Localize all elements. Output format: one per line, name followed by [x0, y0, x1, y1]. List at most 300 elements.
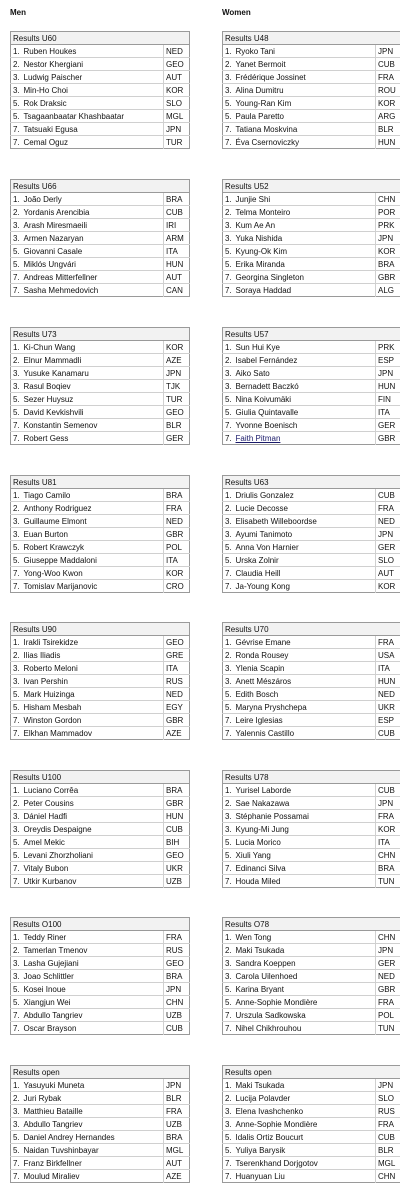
athlete-name: Ilias Iliadis: [22, 649, 164, 662]
athlete-name: Ruben Houkes: [22, 45, 164, 58]
table-title: Results U60: [11, 32, 190, 45]
country-code: GBR: [376, 432, 400, 445]
rank: 1.: [223, 489, 234, 502]
rank: 5.: [11, 849, 22, 862]
country-code: KOR: [376, 245, 400, 258]
rank: 5.: [11, 554, 22, 567]
table-row: [11, 1131, 190, 1144]
rank: 5.: [223, 97, 234, 110]
rank: 5.: [223, 1131, 234, 1144]
athlete-name: Miklós Ungvári: [22, 258, 164, 271]
table-title: Results U100: [11, 771, 190, 784]
country-code: KOR: [376, 97, 400, 110]
country-code: HUN: [376, 136, 400, 149]
athlete-name: Teddy Riner: [22, 931, 164, 944]
country-code: TUR: [164, 393, 190, 406]
rank: 3.: [11, 810, 22, 823]
table-row: [11, 1009, 190, 1022]
women-results-table: [222, 179, 400, 297]
rank: 2.: [223, 944, 234, 957]
country-code: GER: [376, 957, 400, 970]
rank: 2.: [11, 1092, 22, 1105]
rank: 7.: [11, 567, 22, 580]
rank: 7.: [11, 271, 22, 284]
country-code: GEO: [164, 58, 190, 71]
rank: 3.: [11, 970, 22, 983]
country-code: SLO: [376, 1092, 400, 1105]
country-code: JPN: [164, 983, 190, 996]
athlete-name: Utkir Kurbanov: [22, 875, 164, 888]
country-code: CUB: [376, 1131, 400, 1144]
athlete-name: Paula Paretto: [234, 110, 376, 123]
rank: 7.: [11, 714, 22, 727]
country-code: FRA: [376, 810, 400, 823]
table-row: [223, 58, 400, 71]
table-row: [223, 193, 400, 206]
table-title: Results U73: [11, 328, 190, 341]
athlete-name: Elena Ivashchenko: [234, 1105, 376, 1118]
athlete-name: Maryna Pryshchepa: [234, 701, 376, 714]
athlete-name: João Derly: [22, 193, 164, 206]
table-title: Results U81: [11, 476, 190, 489]
rank: 2.: [11, 502, 22, 515]
table-row: [11, 258, 190, 271]
table-title: Results U70: [223, 623, 400, 636]
athlete-name: Dániel Hadfi: [22, 810, 164, 823]
athlete-name: Juri Rybak: [22, 1092, 164, 1105]
country-code: UZB: [164, 875, 190, 888]
athlete-name: Ayumi Tanimoto: [234, 528, 376, 541]
rank: 3.: [11, 71, 22, 84]
men-results-table: [10, 179, 190, 297]
table-row: [11, 432, 190, 445]
country-code: RUS: [164, 675, 190, 688]
table-row: [11, 84, 190, 97]
rank: 7.: [223, 727, 234, 740]
country-code: TUN: [376, 875, 400, 888]
rank: 5.: [223, 996, 234, 1009]
table-row: [223, 983, 400, 996]
athlete-name: Levani Zhorzholiani: [22, 849, 164, 862]
table-row: [223, 675, 400, 688]
rank: 7.: [223, 1022, 234, 1035]
athlete-name: Ryoko Tani: [234, 45, 376, 58]
table-row: [11, 341, 190, 354]
country-code: FRA: [376, 502, 400, 515]
table-row: [11, 836, 190, 849]
athlete-name: Young-Ran Kim: [234, 97, 376, 110]
table-row: [223, 554, 400, 567]
athlete-name: Min-Ho Choi: [22, 84, 164, 97]
athlete-name: Cemal Oguz: [22, 136, 164, 149]
table-row: [223, 502, 400, 515]
rank: 5.: [223, 245, 234, 258]
country-code: ESP: [376, 714, 400, 727]
country-code: BRA: [164, 784, 190, 797]
table-row: [223, 944, 400, 957]
rank: 7.: [11, 284, 22, 297]
table-row: [223, 1092, 400, 1105]
country-code: RUS: [376, 1105, 400, 1118]
rank: 5.: [11, 996, 22, 1009]
country-code: SLO: [164, 97, 190, 110]
athlete-name: Maki Tsukada: [234, 1079, 376, 1092]
athlete-name: Naidan Tuvshinbayar: [22, 1144, 164, 1157]
country-code: USA: [376, 649, 400, 662]
country-code: AUT: [376, 567, 400, 580]
table-row: [11, 1170, 190, 1183]
athlete-name: Telma Monteiro: [234, 206, 376, 219]
rank: 5.: [11, 983, 22, 996]
country-code: GER: [376, 419, 400, 432]
country-code: BRA: [164, 489, 190, 502]
table-row: [223, 849, 400, 862]
athlete-name: Vitaly Bubon: [22, 862, 164, 875]
rank: 5.: [223, 836, 234, 849]
athlete-name: Lucie Decosse: [234, 502, 376, 515]
country-code: POL: [376, 1009, 400, 1022]
rank: 5.: [11, 258, 22, 271]
table-row: [11, 970, 190, 983]
athlete-name: Tatiana Moskvina: [234, 123, 376, 136]
country-code: BLR: [164, 1092, 190, 1105]
rank: 7.: [11, 432, 22, 445]
athlete-name: Winston Gordon: [22, 714, 164, 727]
country-code: KOR: [164, 84, 190, 97]
table-title: Results open: [11, 1066, 190, 1079]
athlete-name: Maki Tsukada: [234, 944, 376, 957]
rank: 3.: [223, 1105, 234, 1118]
country-code: BRA: [376, 862, 400, 875]
athlete-name: Yanet Bermoit: [234, 58, 376, 71]
table-row: [11, 123, 190, 136]
athlete-name: Abdullo Tangriev: [22, 1009, 164, 1022]
rank: 5.: [223, 554, 234, 567]
athlete-name: Urszula Sadkowska: [234, 1009, 376, 1022]
athlete-name: Kum Ae An: [234, 219, 376, 232]
athlete-name: Tatsuaki Egusa: [22, 123, 164, 136]
country-code: CHN: [164, 996, 190, 1009]
rank: 3.: [223, 528, 234, 541]
country-code: GBR: [164, 797, 190, 810]
athlete-name-link[interactable]: Faith Pitman: [234, 432, 376, 445]
athlete-name: Anne-Sophie Mondière: [234, 1118, 376, 1131]
rank: 1.: [223, 45, 234, 58]
country-code: HUN: [164, 258, 190, 271]
athlete-name: Yasuyuki Muneta: [22, 1079, 164, 1092]
table-row: [11, 688, 190, 701]
country-code: NED: [376, 515, 400, 528]
athlete-name: Yong-Woo Kwon: [22, 567, 164, 580]
rank: 1.: [11, 636, 22, 649]
rank: 3.: [11, 232, 22, 245]
athlete-name: Lucija Polavder: [234, 1092, 376, 1105]
country-code: GEO: [164, 957, 190, 970]
athlete-name: Elnur Mammadli: [22, 354, 164, 367]
table-row: [11, 675, 190, 688]
rank: 5.: [223, 849, 234, 862]
country-code: UZB: [164, 1118, 190, 1131]
women-results-table: [222, 770, 400, 888]
rank: 7.: [11, 580, 22, 593]
table-row: [11, 554, 190, 567]
country-code: GBR: [164, 714, 190, 727]
table-row: [223, 797, 400, 810]
athlete-name: Lasha Gujejiani: [22, 957, 164, 970]
rank: 1.: [11, 1079, 22, 1092]
country-code: GER: [164, 432, 190, 445]
athlete-name: Georgina Singleton: [234, 271, 376, 284]
athlete-name: Oreydis Despaigne: [22, 823, 164, 836]
rank: 3.: [11, 662, 22, 675]
rank: 1.: [223, 784, 234, 797]
athlete-name: Daniel Andrey Hernandes: [22, 1131, 164, 1144]
table-row: [223, 406, 400, 419]
country-code: AUT: [164, 1157, 190, 1170]
country-code: FRA: [376, 1118, 400, 1131]
athlete-name: Nihel Chikhrouhou: [234, 1022, 376, 1035]
country-code: UKR: [376, 701, 400, 714]
rank: 1.: [11, 784, 22, 797]
country-code: CUB: [164, 823, 190, 836]
athlete-name: Yuka Nishida: [234, 232, 376, 245]
table-row: [223, 1170, 400, 1183]
table-row: [11, 797, 190, 810]
table-row: [223, 258, 400, 271]
country-code: JPN: [164, 123, 190, 136]
rank: 7.: [223, 875, 234, 888]
rank: 3.: [223, 662, 234, 675]
country-code: KOR: [376, 823, 400, 836]
table-row: [223, 284, 400, 297]
rank: 3.: [223, 823, 234, 836]
athlete-name: Arash Miresmaeili: [22, 219, 164, 232]
table-row: [223, 662, 400, 675]
table-row: [11, 1144, 190, 1157]
rank: 7.: [223, 580, 234, 593]
table-row: [11, 810, 190, 823]
table-row: [11, 1118, 190, 1131]
table-row: [223, 528, 400, 541]
country-code: BRA: [164, 1131, 190, 1144]
country-code: POR: [376, 206, 400, 219]
women-results-table: [222, 31, 400, 149]
country-code: SLO: [376, 554, 400, 567]
athlete-name: Xiuli Yang: [234, 849, 376, 862]
rank: 3.: [223, 970, 234, 983]
table-row: [223, 875, 400, 888]
country-code: JPN: [376, 1079, 400, 1092]
table-row: [11, 862, 190, 875]
country-code: CRO: [164, 580, 190, 593]
table-row: [11, 245, 190, 258]
table-row: [11, 489, 190, 502]
rank: 3.: [223, 675, 234, 688]
table-row: [223, 823, 400, 836]
rank: 7.: [11, 875, 22, 888]
athlete-name: Anthony Rodriguez: [22, 502, 164, 515]
country-code: JPN: [164, 367, 190, 380]
country-code: CUB: [376, 58, 400, 71]
athlete-name: Kosei Inoue: [22, 983, 164, 996]
rank: 7.: [223, 1157, 234, 1170]
athlete-name: Ki-Chun Wang: [22, 341, 164, 354]
athlete-name: Elkhan Mammadov: [22, 727, 164, 740]
athlete-name: Rasul Boqiev: [22, 380, 164, 393]
athlete-name: Rok Draksic: [22, 97, 164, 110]
table-row: [11, 567, 190, 580]
rank: 3.: [223, 957, 234, 970]
athlete-name: Roberto Meloni: [22, 662, 164, 675]
athlete-name: Gévrise Emane: [234, 636, 376, 649]
table-row: [11, 649, 190, 662]
table-row: [11, 727, 190, 740]
country-code: FRA: [164, 931, 190, 944]
athlete-name: Elisabeth Willeboordse: [234, 515, 376, 528]
rank: 3.: [11, 515, 22, 528]
table-row: [223, 380, 400, 393]
athlete-name: Urska Zolnir: [234, 554, 376, 567]
athlete-name: Huanyuan Liu: [234, 1170, 376, 1183]
rank: 1.: [11, 931, 22, 944]
table-row: [11, 97, 190, 110]
country-code: FIN: [376, 393, 400, 406]
rank: 7.: [223, 862, 234, 875]
table-row: [223, 354, 400, 367]
country-code: HUN: [376, 675, 400, 688]
table-row: [223, 701, 400, 714]
men-results-table: [10, 475, 190, 593]
table-row: [223, 810, 400, 823]
table-row: [223, 123, 400, 136]
athlete-name: Hisham Mesbah: [22, 701, 164, 714]
country-code: FRA: [164, 502, 190, 515]
table-row: [223, 245, 400, 258]
rank: 5.: [223, 406, 234, 419]
rank: 5.: [223, 541, 234, 554]
country-code: KOR: [164, 567, 190, 580]
athlete-name: Driulis Gonzalez: [234, 489, 376, 502]
table-row: [223, 1144, 400, 1157]
athlete-name: Nina Koivumäki: [234, 393, 376, 406]
country-code: AZE: [164, 727, 190, 740]
rank: 1.: [223, 931, 234, 944]
rank: 7.: [223, 1170, 234, 1183]
country-code: BIH: [164, 836, 190, 849]
women-column-heading: Women: [222, 8, 251, 17]
country-code: NED: [164, 515, 190, 528]
country-code: POL: [164, 541, 190, 554]
athlete-name: Isabel Fernández: [234, 354, 376, 367]
rank: 3.: [11, 219, 22, 232]
country-code: AUT: [164, 271, 190, 284]
rank: 3.: [223, 367, 234, 380]
athlete-name: Carola Uilenhoed: [234, 970, 376, 983]
country-code: ITA: [376, 662, 400, 675]
rank: 2.: [223, 206, 234, 219]
rank: 7.: [223, 432, 234, 445]
athlete-name: Yalennis Castillo: [234, 727, 376, 740]
country-code: JPN: [376, 528, 400, 541]
table-row: [223, 714, 400, 727]
table-row: [11, 528, 190, 541]
athlete-name: Junjie Shi: [234, 193, 376, 206]
table-row: [223, 219, 400, 232]
rank: 2.: [11, 649, 22, 662]
country-code: JPN: [376, 944, 400, 957]
table-row: [223, 419, 400, 432]
rank: 5.: [223, 688, 234, 701]
table-title: Results U48: [223, 32, 400, 45]
country-code: CHN: [376, 1170, 400, 1183]
table-row: [11, 406, 190, 419]
rank: 5.: [223, 983, 234, 996]
country-code: MGL: [164, 110, 190, 123]
table-row: [11, 931, 190, 944]
country-code: ITA: [164, 554, 190, 567]
country-code: JPN: [164, 1079, 190, 1092]
rank: 7.: [223, 123, 234, 136]
country-code: RUS: [164, 944, 190, 957]
rank: 3.: [223, 71, 234, 84]
table-title: Results U63: [223, 476, 400, 489]
country-code: FRA: [376, 71, 400, 84]
table-row: [11, 1022, 190, 1035]
athlete-name: Amel Mekic: [22, 836, 164, 849]
table-row: [223, 271, 400, 284]
athlete-name: Stéphanie Possamai: [234, 810, 376, 823]
rank: 7.: [11, 123, 22, 136]
rank: 7.: [11, 1022, 22, 1035]
rank: 7.: [223, 567, 234, 580]
table-row: [11, 502, 190, 515]
country-code: JPN: [376, 45, 400, 58]
table-row: [11, 701, 190, 714]
athlete-name: Kyung-Ok Kim: [234, 245, 376, 258]
women-results-table: [222, 917, 400, 1035]
country-code: CUB: [376, 784, 400, 797]
athlete-name: Sasha Mehmedovich: [22, 284, 164, 297]
rank: 5.: [11, 393, 22, 406]
athlete-name: Andreas Mitterfellner: [22, 271, 164, 284]
country-code: UKR: [164, 862, 190, 875]
athlete-name: Leire Iglesias: [234, 714, 376, 727]
country-code: GEO: [164, 849, 190, 862]
country-code: ITA: [164, 245, 190, 258]
table-row: [11, 71, 190, 84]
rank: 3.: [223, 84, 234, 97]
athlete-name: Abdullo Tangriev: [22, 1118, 164, 1131]
table-title: Results O100: [11, 918, 190, 931]
country-code: CHN: [376, 849, 400, 862]
country-code: NED: [164, 45, 190, 58]
table-row: [223, 836, 400, 849]
athlete-name: Giulia Quintavalle: [234, 406, 376, 419]
table-row: [223, 649, 400, 662]
athlete-name: Ylenia Scapin: [234, 662, 376, 675]
athlete-name: Joao Schlittler: [22, 970, 164, 983]
rank: 1.: [223, 341, 234, 354]
table-row: [11, 1079, 190, 1092]
athlete-name: Sandra Koeppen: [234, 957, 376, 970]
rank: 5.: [11, 1144, 22, 1157]
table-row: [11, 784, 190, 797]
rank: 2.: [223, 58, 234, 71]
rank: 5.: [11, 110, 22, 123]
athlete-name: Bernadett Baczkó: [234, 380, 376, 393]
athlete-name: Yurisel Laborde: [234, 784, 376, 797]
table-row: [11, 367, 190, 380]
